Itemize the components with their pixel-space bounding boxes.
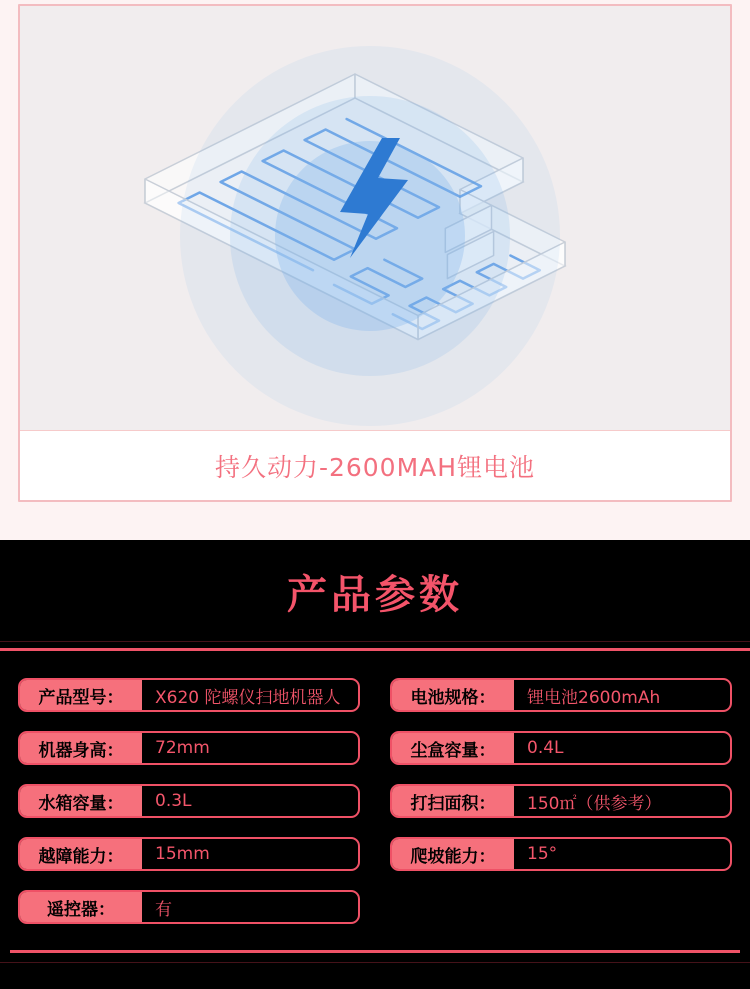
spec-label: 机器身高： — [20, 733, 142, 763]
spec-grid — [18, 678, 732, 924]
ripple-circles — [180, 46, 560, 426]
spec-value: 72mm — [155, 738, 210, 758]
spec-label: 遥控器： — [20, 892, 142, 922]
spec-value: 锂电池2600mAh — [527, 687, 661, 708]
spec-pill-model — [18, 678, 360, 712]
spec-pill-dustbox — [390, 731, 732, 765]
divider-accent-line — [0, 648, 750, 651]
spec-pill-watertank — [18, 784, 360, 818]
floorplan-coverage-illustration — [20, 6, 730, 430]
spec-value: 有 — [155, 899, 172, 920]
section-title: 产品参数 — [287, 572, 463, 618]
divider-dark-line — [0, 641, 750, 642]
spec-value: 150㎡（供参考） — [527, 793, 662, 814]
divider-dark-line — [0, 962, 750, 963]
product-parameters-panel — [0, 540, 750, 989]
feature-caption: 持久动力-2600MAH锂电池 — [20, 430, 730, 500]
spec-label: 电池规格： — [392, 680, 514, 710]
spec-label: 爬坡能力： — [392, 839, 514, 869]
spec-label: 水箱容量： — [20, 786, 142, 816]
spec-pill-battery — [390, 678, 732, 712]
spec-label: 产品型号： — [20, 680, 142, 710]
spec-pill-obstacle — [18, 837, 360, 871]
spec-pill-area — [390, 784, 732, 818]
feature-card — [18, 4, 732, 502]
spec-value: 0.4L — [527, 738, 564, 758]
spec-value: 0.3L — [155, 791, 192, 811]
spec-value: 15mm — [155, 844, 210, 864]
spec-label: 尘盒容量： — [392, 733, 514, 763]
top-divider — [0, 641, 750, 651]
divider-accent-line — [10, 950, 740, 953]
spec-value: X620 陀螺仪扫地机器人 — [155, 687, 341, 708]
spec-value: 15° — [527, 844, 558, 864]
bottom-divider — [0, 950, 750, 963]
spec-pill-height — [18, 731, 360, 765]
spec-pill-slope — [390, 837, 732, 871]
spec-label: 越障能力： — [20, 839, 142, 869]
spec-pill-remote — [18, 890, 360, 924]
spec-label: 打扫面积： — [392, 786, 514, 816]
